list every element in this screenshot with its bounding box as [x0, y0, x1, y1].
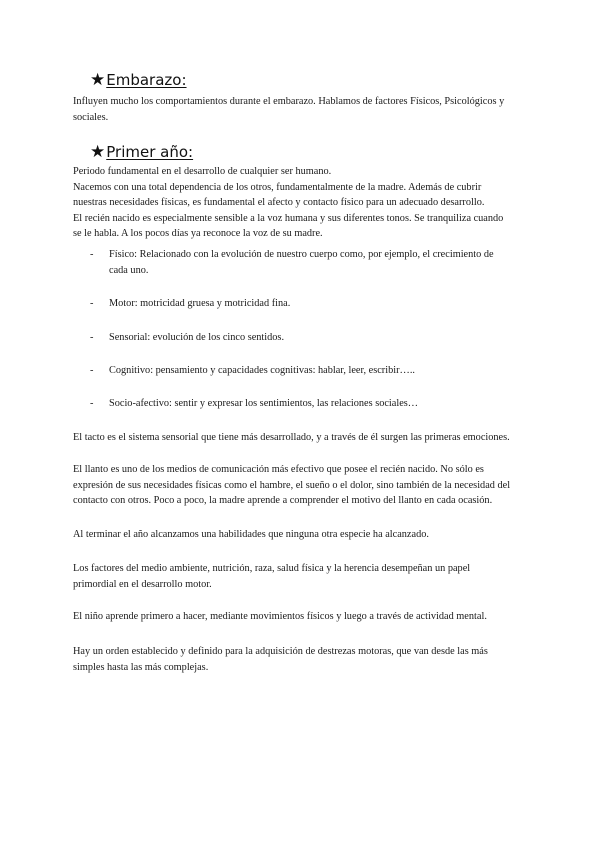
text-line: contacto con otros. Poco a poco, la madre aprende a comprender el motivo del llanto en cada ocasión.	[73, 495, 493, 506]
bullet-dash: -	[90, 332, 94, 343]
paragraph-nino-aprende	[73, 609, 533, 625]
embarazo-paragraph	[73, 94, 533, 125]
star-icon: ★	[90, 142, 106, 162]
text-line: El tacto es el sistema sensorial que tiene más desarrollado, y a través de él surgen las primeras emociones.	[73, 432, 510, 443]
primer-anio-intro	[73, 164, 533, 242]
text-line: Periodo fundamental en el desarrollo de cualquier ser humano.	[73, 166, 332, 177]
bullet-dash: -	[90, 298, 94, 309]
bullet-dash: -	[90, 249, 94, 260]
text-line: El llanto es uno de los medios de comunicación más efectivo que posee el recién nacido. No sólo es	[73, 464, 484, 475]
text-line: Cognitivo: pensamiento y capacidades cognitivas: hablar, leer, escribir…..	[109, 365, 415, 376]
heading-text: Embarazo:	[106, 71, 187, 89]
text-line: Los factores del medio ambiente, nutrición, raza, salud física y la herencia desempeñan un papel	[73, 563, 471, 574]
bullet-dash: -	[90, 398, 94, 409]
heading-text: Primer año:	[106, 143, 194, 161]
star-icon: ★	[90, 70, 106, 90]
paragraph-tacto	[73, 430, 533, 446]
section-heading-primer-anio	[90, 142, 193, 162]
bullet-item-fisico	[90, 247, 530, 279]
text-line: se le habla. A los pocos días ya reconoce la voz de su madre.	[73, 228, 323, 239]
bullet-item-cognitivo	[90, 363, 530, 379]
text-line: Socio-afectivo: sentir y expresar los sentimientos, las relaciones sociales…	[109, 398, 419, 409]
text-line: Sensorial: evolución de los cinco sentidos.	[109, 332, 285, 343]
text-line: simples hasta las más complejas.	[73, 661, 209, 673]
bullet-item-motor	[90, 296, 530, 312]
text-line: El niño aprende primero a hacer, mediante movimientos físicos y luego a través de actividad mental.	[73, 611, 487, 622]
text-line: Hay un orden establecido y definido para la adquisición de destrezas motoras, que van desde las más	[73, 646, 488, 657]
paragraph-llanto	[73, 462, 533, 509]
text-line: El recién nacido es especialmente sensible a la voz humana y sus diferentes tonos. Se tranquiliza cuando	[73, 212, 504, 224]
bullet-item-socio-afectivo	[90, 396, 530, 412]
text-line: Nacemos con una total dependencia de los otros, fundamentalmente de la madre. Además de cubrir	[73, 181, 482, 193]
text-line: Al terminar el año alcanzamos una habilidades que ninguna otra especie ha alcanzado.	[73, 529, 429, 540]
section-heading-embarazo	[90, 70, 187, 90]
bullet-dash: -	[90, 365, 94, 376]
text-line: Influyen mucho los comportamientos durante el embarazo. Hablamos de factores Físicos, Psicológicos y	[73, 96, 505, 107]
text-line: cada uno.	[109, 264, 149, 276]
text-line: Físico: Relacionado con la evolución de nuestro cuerpo como, por ejemplo, el crecimiento de	[109, 249, 494, 260]
paragraph-terminar-anio	[73, 527, 533, 543]
text-line: sociales.	[73, 111, 109, 123]
text-line: primordial en el desarrollo motor.	[73, 578, 212, 590]
bullet-item-sensorial	[90, 330, 530, 346]
text-line: nuestras necesidades físicas, es fundamental el afecto y contacto físico para un adecuado desarrollo.	[73, 197, 485, 208]
text-line: expresión de sus necesidades físicas como el hambre, el sueño o el dolor, sino también de la necesidad del	[73, 479, 511, 491]
text-line: Motor: motricidad gruesa y motricidad fina.	[109, 298, 291, 309]
paragraph-factores	[73, 561, 533, 592]
paragraph-orden	[73, 644, 533, 675]
